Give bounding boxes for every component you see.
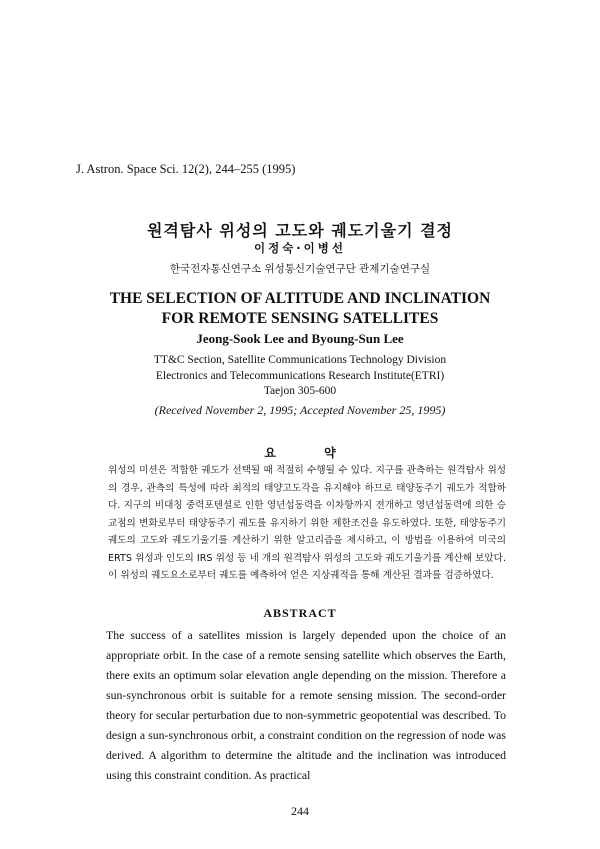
english-title-line-1: THE SELECTION OF ALTITUDE AND INCLINATION	[109, 290, 491, 307]
page-number: 244	[291, 804, 309, 818]
affiliation-line-3: Taejon 305-600	[263, 385, 337, 397]
received-dates: (Received November 2, 1995; Accepted November 25, 1995)	[154, 403, 446, 417]
english-affiliation	[0, 353, 600, 400]
abstract-body: The success of a satellites mission is largely depended upon the choice of an appropriate orbit. In the case of a remote sensing satellite which observes the Earth, there exits an optimum solar elevation angle depending on the mission. Therefore a sun-synchronous orbit is suitable for a remote sensing mission. The second-order theory for secular perturbation due to non-symmetric geopotential was described. To design a sun-synchronous orbit, a constraint condition on the regression of node was derived. A algorithm to determine the altitude and the inclination was introduced using this constraint condition. As practical	[106, 628, 506, 782]
affiliation-line-1: TT&C Section, Satellite Communications Technology Division	[153, 354, 447, 366]
english-title-line-2: FOR REMOTE SENSING SATELLITES	[161, 310, 439, 327]
english-authors: Jeong-Sook Lee and Byoung-Sun Lee	[196, 331, 404, 346]
journal-reference: J. Astron. Space Sci. 12(2), 244–255 (1995)	[76, 162, 296, 176]
korean-abstract-body: 위성의 미션은 적합한 궤도가 선택될 때 적절히 수행될 수 있다. 지구를 관측하는 원격탐사 위성의 경우, 관측의 특성에 따라 최적의 태양고도각을 유지해야 하므로 태양동주기 궤도가 적합하다. 지구의 비대칭 중력포텐셜로 인한 영년섭동력을 이차항까지 전개하고 영년섭동력에 의한 승교점의 변화로부터 태양동주기 궤도를 유지하기 위한 제한조건을 유도하였다. 또한, 태양동주기 궤도의 고도와 궤도기울기를 계산하기 위한 알고리즘을 제시하고, 이 방법을 이용하여 미국의 ERTS 위성과 인도의 IRS 위성 등 네 개의 원격탐사 위성의 고도와 궤도기울기를 계산해 보았다. 이 위성의 궤도요소로부터 궤도를 예측하여 얻은 지상궤적을 통해 계산된 결과를 검증하였다.	[108, 465, 506, 581]
affiliation-line-2: Electronics and Telecommunications Research Institute(ETRI)	[155, 369, 445, 382]
korean-authors: 이정숙·이병선	[253, 241, 347, 255]
korean-abstract-heading: 요 약	[264, 446, 358, 460]
abstract-heading: ABSTRACT	[263, 606, 337, 620]
english-title	[0, 289, 600, 329]
korean-title: 원격탐사 위성의 고도와 궤도기울기 결정	[146, 221, 454, 240]
korean-affiliation: 한국전자통신연구소 위성통신기술연구단 관제기술연구실	[169, 263, 431, 275]
